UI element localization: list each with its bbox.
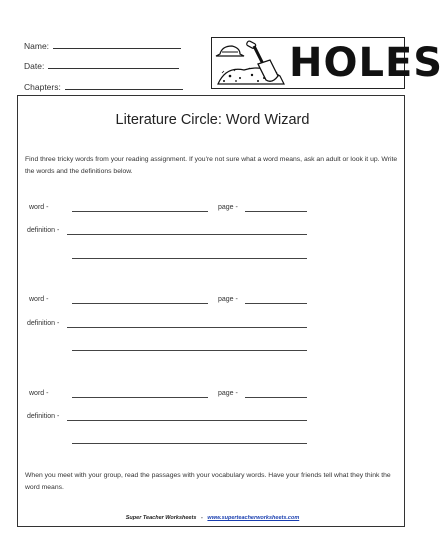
word-label: word - — [29, 204, 49, 211]
name-line[interactable] — [53, 40, 181, 49]
word-line-2[interactable] — [72, 303, 208, 304]
definition-label: definition - — [27, 227, 60, 234]
page-label: page - — [218, 390, 238, 397]
date-field — [24, 60, 179, 71]
date-label: Date: — [24, 61, 45, 71]
page-line-3[interactable] — [245, 397, 307, 398]
chapters-label: Chapters: — [24, 82, 61, 92]
footer-publisher: Super Teacher Worksheets — [125, 515, 197, 521]
word-label: word - — [29, 296, 49, 303]
footer-url-link[interactable]: www.superteacherworksheets.com — [207, 515, 300, 521]
word-line-1[interactable] — [72, 211, 208, 212]
word-line-3[interactable] — [72, 397, 208, 398]
page-line-2[interactable] — [245, 303, 307, 304]
definition-line-3a[interactable] — [67, 420, 307, 421]
holes-logo-text: HOLES — [289, 40, 443, 86]
page-label: page - — [218, 204, 238, 211]
worksheet-title: Literature Circle: Word Wizard — [115, 112, 310, 128]
chapters-field — [24, 81, 183, 92]
definition-line-1b[interactable] — [72, 258, 307, 259]
closing-text: When you meet with your group, read the passages with your vocabulary words. Have your friends tell what they think the word means. — [25, 472, 391, 491]
page-line-1[interactable] — [245, 211, 307, 212]
name-field — [24, 40, 181, 51]
date-line[interactable] — [48, 60, 179, 69]
definition-label: definition - — [27, 413, 60, 420]
shovel-dirt-icon — [214, 40, 288, 86]
word-label: word - — [29, 390, 49, 397]
chapters-line[interactable] — [65, 81, 183, 90]
footer-separator: - — [200, 515, 203, 521]
definition-label: definition - — [27, 320, 60, 327]
name-label: Name: — [24, 41, 50, 51]
definition-line-1a[interactable] — [67, 234, 307, 235]
definition-line-3b[interactable] — [72, 443, 307, 444]
page-label: page - — [218, 296, 238, 303]
holes-logo — [211, 37, 443, 89]
footer — [0, 515, 425, 521]
definition-line-2b[interactable] — [72, 350, 307, 351]
definition-line-2a[interactable] — [67, 327, 307, 328]
instructions-text: Find three tricky words from your reading assignment. If you're not sure what a word means, ask an adult or look it up. Write the words and the definitions below. — [25, 156, 398, 175]
